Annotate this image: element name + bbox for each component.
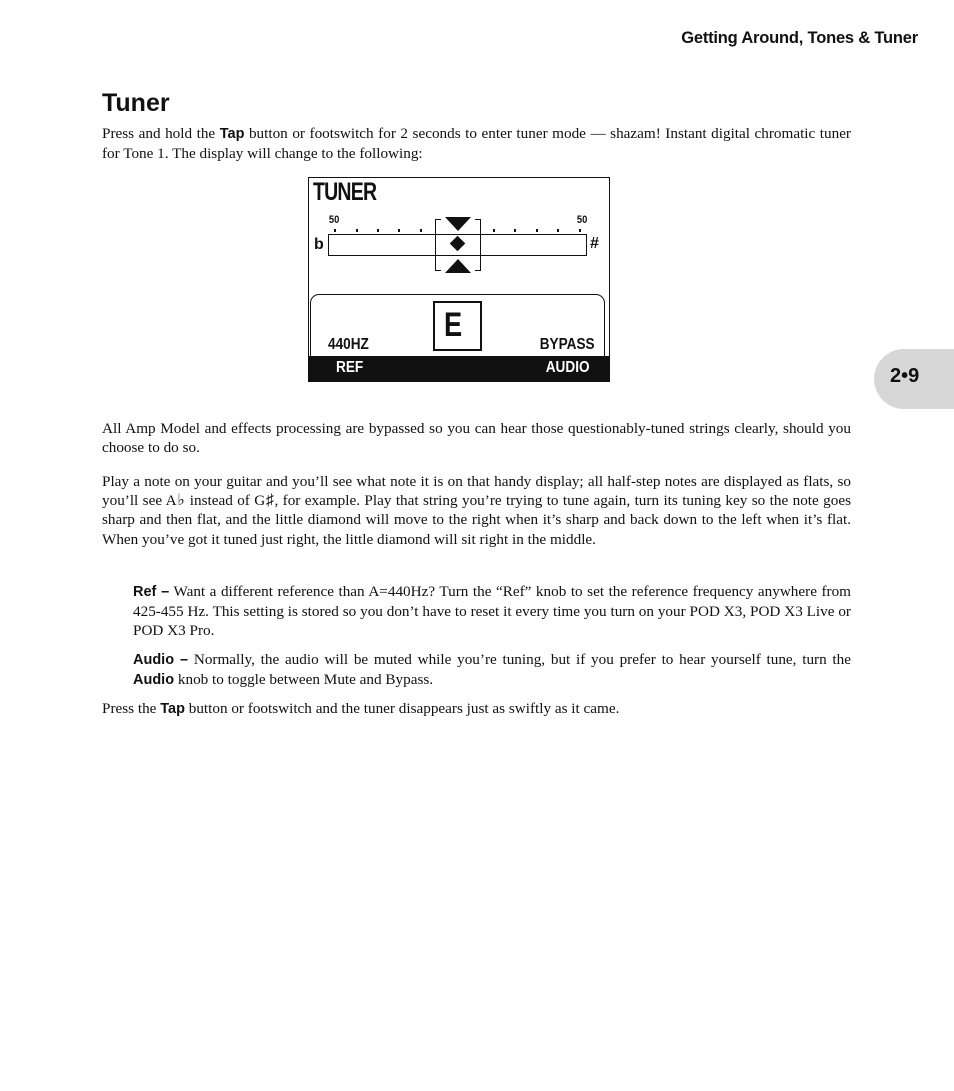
flat-glyph: ♭ [176,492,186,510]
sharp-symbol: # [590,235,599,252]
display-title: TUNER [313,178,377,206]
tap-keyword: Tap [219,126,245,142]
audio-knob-keyword: Audio [133,672,175,689]
center-bracket-right [475,219,481,271]
play-note-paragraph: Play a note on your guitar and you’ll see what note it is on that handy display; all half-step notes are displayed as flats, so you’ll see A♭ instead of G♯, for example. Play that string you’re trying to tune again, turn its tuning key so the note goes sharp and then flat, and the little diamond will move to the right when it’s sharp and back down to the left when it’s flat. When you’ve got it tuned just right, the little diamond will sit right in the middle. [102,473,852,548]
center-bracket-left [435,219,441,271]
scale-tick [398,229,400,232]
tuner-display [308,177,610,382]
page-number: 2•9 [890,365,920,387]
scale-left-label: 50 [328,214,340,226]
intro-paragraph: Press and hold the Tap button or footswitch for 2 seconds to enter tuner mode — shazam! Instant digital chromatic tuner for Tone 1. The display will change to the following: [102,125,851,163]
scale-tick [493,229,495,232]
note-box [433,301,482,351]
ref-paragraph: Ref – Want a different reference than A=440Hz? Turn the “Ref” knob to set the reference frequency anywhere from 425-455 Hz. This setting is stored so you don’t have to reset it every time you turn on your POD X3, POD X3 Live or POD X3 Pro. [133,583,851,640]
down-triangle-icon [445,217,471,231]
running-header: Getting Around, Tones & Tuner [681,29,918,47]
section-title: Tuner [102,89,170,117]
note-name: E [444,306,463,344]
ref-value: 440HZ [328,336,369,353]
tap-keyword: Tap [160,701,185,717]
scale-tick [536,229,538,232]
exit-paragraph: Press the Tap button or footswitch and the tuner disappears just as swiftly as it came. [102,700,620,717]
scale-tick [356,229,358,232]
scale-tick [377,229,379,232]
ref-keyword: Ref – [133,584,170,600]
scale-tick [557,229,559,232]
scale-tick [334,229,336,232]
scale-tick [579,229,581,232]
audio-keyword: Audio – [133,652,189,668]
scale-tick [420,229,422,232]
sharp-glyph: ♯ [265,492,275,510]
scale-right-label: 50 [576,214,588,226]
audio-knob-label: AUDIO [546,359,590,376]
ref-knob-label: REF [336,359,364,376]
flat-symbol: b [314,236,324,253]
bypass-paragraph: All Amp Model and effects processing are bypassed so you can hear those questionably-tuned strings clearly, should you choose to do so. [102,420,851,457]
up-triangle-icon [445,259,471,273]
page-number-tab [874,349,954,409]
audio-value: BYPASS [540,336,595,353]
scale-tick [514,229,516,232]
audio-paragraph: Audio – Normally, the audio will be muted while you’re tuning, but if you prefer to hear yourself tune, turn the Audio knob to toggle between Mute and Bypass. [133,651,851,689]
